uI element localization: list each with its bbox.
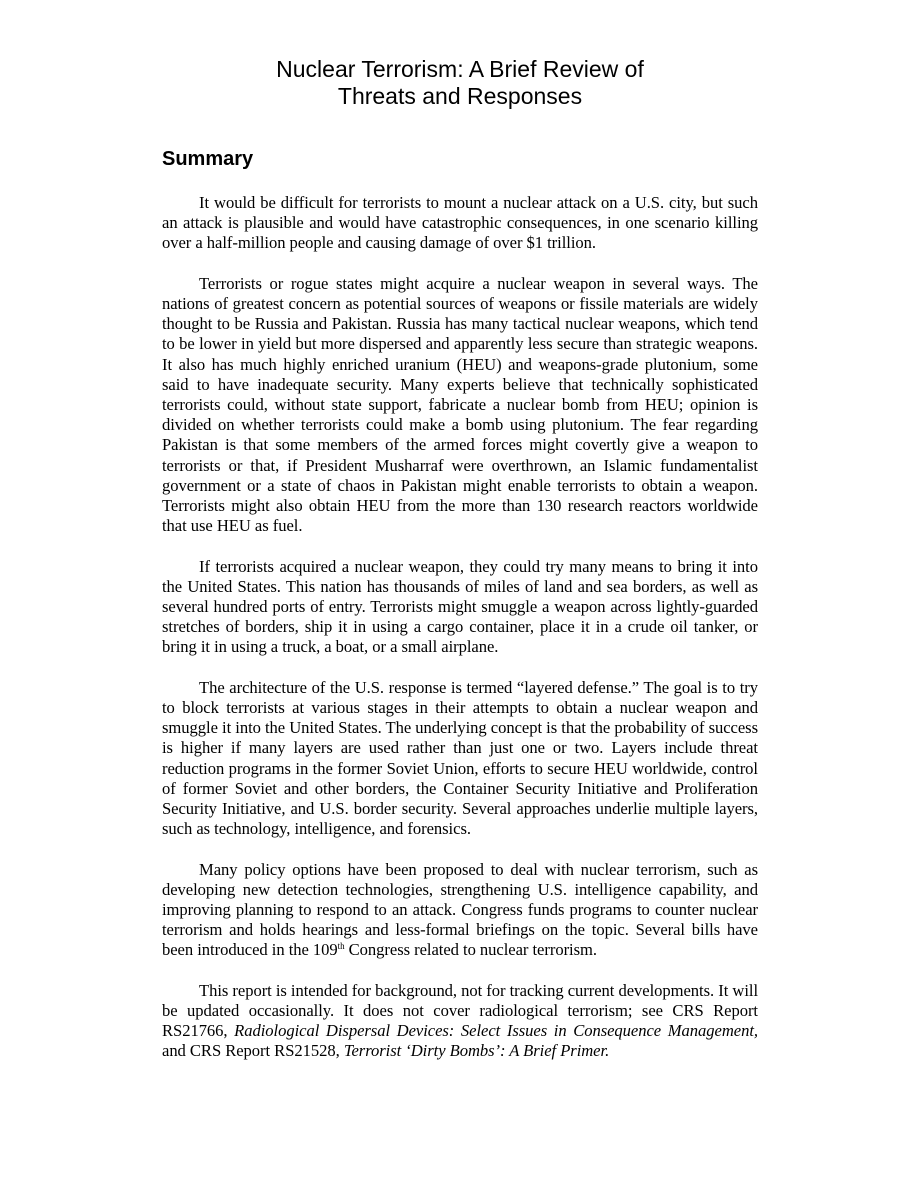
- paragraph-5-text: Many policy options have been proposed to deal with nuclear terrorism, such as developing new detection technologies, strengthening U.S. intelligence capability, and improving planning to respond to an attack. Congress funds programs to counter nuclear terrorism and holds hearings and less-formal briefings on the topic. Several bills have been introduced in the 109: [162, 859, 758, 960]
- paragraph-6-text: This report is intended for background, not for tracking current developments. It will be updated occasionally. It does not cover radiological terrorism; see CRS Report RS21766,: [162, 980, 758, 1041]
- title-line-1: Nuclear Terrorism: A Brief Review of: [276, 56, 644, 82]
- paragraph-1: It would be difficult for terrorists to mount a nuclear attack on a U.S. city, but such an attack is plausible and would have catastrophic consequences, in one scenario killing over a half-million people and causing damage of over $1 trillion.: [162, 193, 758, 253]
- document-title: [0, 56, 920, 110]
- paragraph-6-text-middle: and CRS Report RS21528,: [162, 1041, 344, 1061]
- report-title-radiological: Radiological Dispersal Devices: Select Issues in Consequence Management,: [234, 1021, 758, 1041]
- paragraph-3: If terrorists acquired a nuclear weapon, they could try many means to bring it into the United States. This nation has thousands of miles of land and sea borders, as well as several hundred ports of entry. Terrorists might smuggle a weapon across lightly-guarded stretches of borders, ship it in using a cargo container, place it in a crude oil tanker, or bring it in using a truck, a boat, or a small airplane.: [162, 556, 758, 657]
- report-title-dirty-bombs: Terrorist ‘Dirty Bombs’: A Brief Primer.: [343, 1041, 610, 1061]
- paragraph-6: [162, 981, 758, 1062]
- paragraph-5-text-end: Congress related to nuclear terrorism.: [344, 940, 597, 960]
- paragraph-5: [162, 860, 758, 961]
- summary-body: [162, 193, 758, 1062]
- ordinal-superscript: th: [337, 941, 345, 952]
- title-line-2: Threats and Responses: [337, 83, 583, 109]
- paragraph-2: Terrorists or rogue states might acquire a nuclear weapon in several ways. The nations of greatest concern as potential sources of weapons or fissile materials are widely thought to be Russia and Pakistan. Russia has many tactical nuclear weapons, which tend to be lower in yield but more dispersed and apparently less secure than strategic weapons. It also has much highly enriched uranium (HEU) and weapons-grade plutonium, some said to have inadequate security. Many experts believe that technically sophisticated terrorists could, without state support, fabricate a nuclear bomb from HEU; opinion is divided on whether terrorists could make a bomb using plutonium. The fear regarding Pakistan is that some members of the armed forces might covertly give a weapon to terrorists or that, if President Musharraf were overthrown, an Islamic fundamentalist government or a state of chaos in Pakistan might enable terrorists to obtain a weapon. Terrorists might also obtain HEU from the more than 130 research reactors worldwide that use HEU as fuel.: [162, 273, 758, 536]
- paragraph-4: The architecture of the U.S. response is termed “layered defense.” The goal is to try to block terrorists at various stages in their attempts to obtain a nuclear weapon and smuggle it into the United States. The underlying concept is that the probability of success is higher if many layers are used rather than just one or two. Layers include threat reduction programs in the former Soviet Union, efforts to secure HEU worldwide, control of former Soviet and other borders, the Container Security Initiative and Proliferation Security Initiative, and U.S. border security. Several approaches underlie multiple layers, such as technology, intelligence, and forensics.: [162, 677, 758, 839]
- section-heading-summary: Summary: [162, 148, 254, 170]
